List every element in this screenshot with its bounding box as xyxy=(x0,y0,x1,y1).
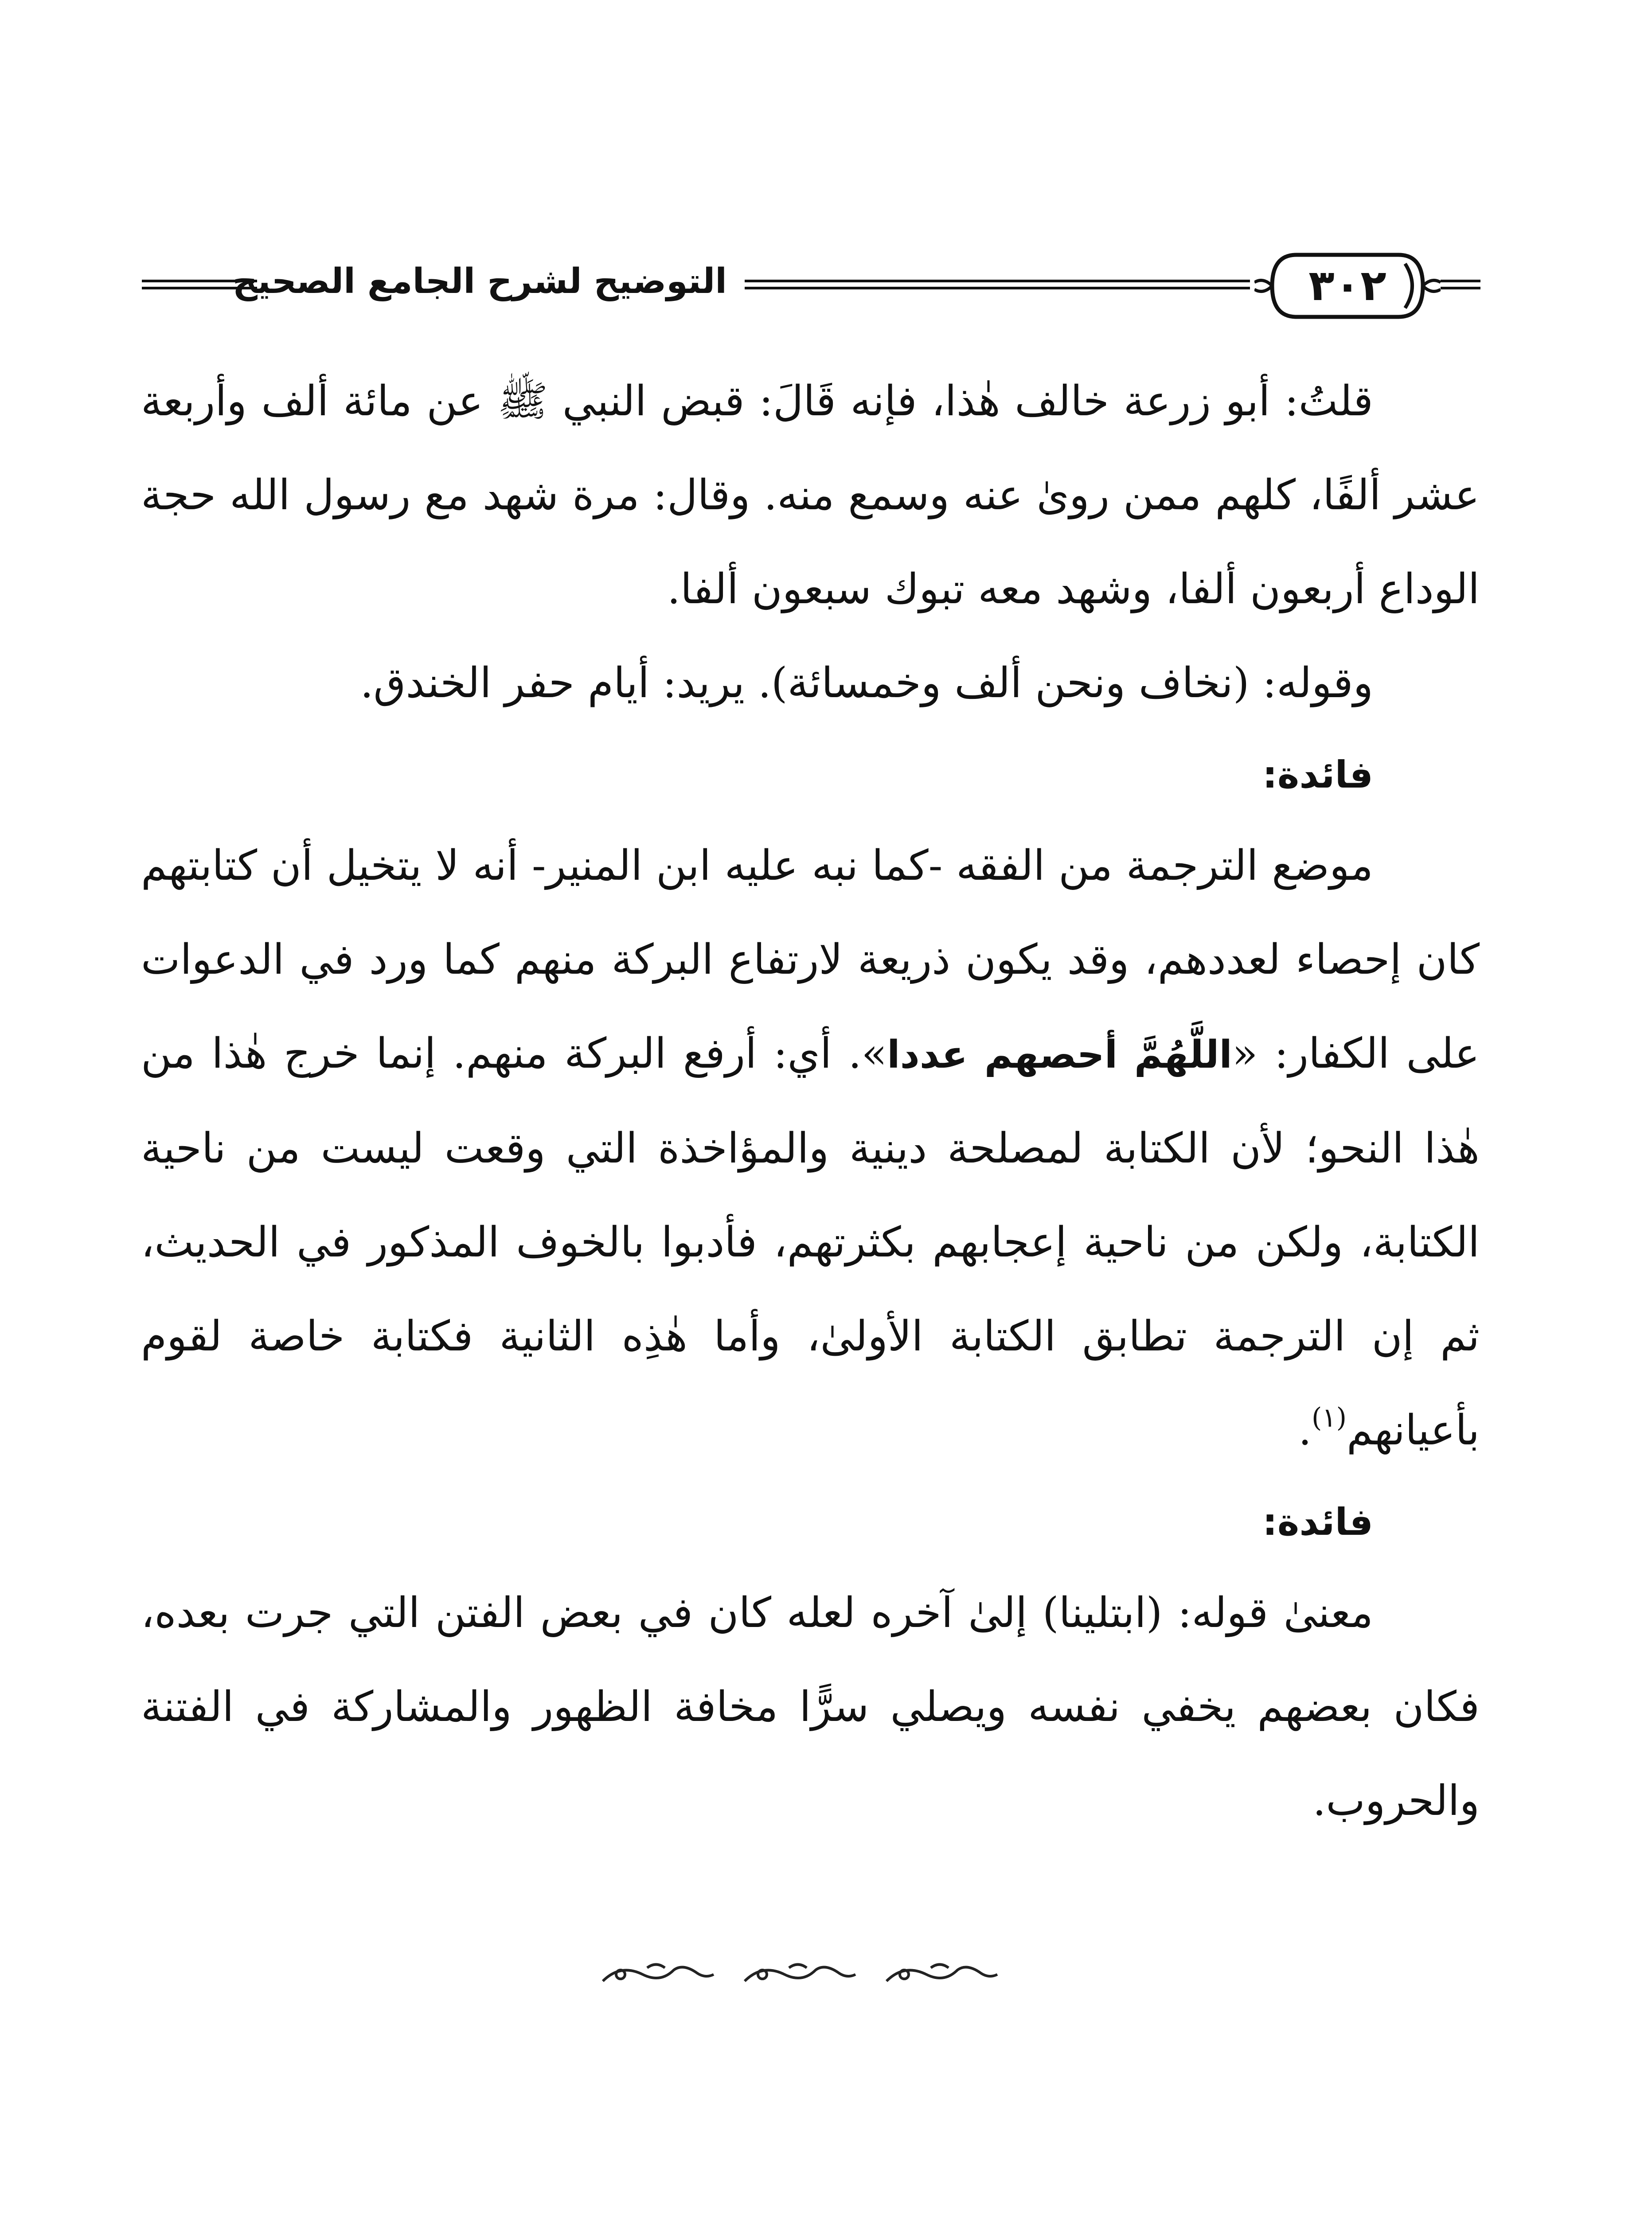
header-rule-middle xyxy=(745,280,1250,289)
paragraph-ibtulina: معنىٰ قوله: (ابتلينا) إلىٰ آخره لعله كان في بعض الفتن التي جرت بعده، فكان بعضهم يخفي نفسه ويصلي سرًّا مخافة الظهور والمشاركة في الفتنة والحروب. xyxy=(141,1589,1480,1825)
section-heading-faida-2: فائدة: xyxy=(1262,1500,1373,1544)
paragraph-end: . xyxy=(1298,1406,1312,1455)
paragraph-tarjama xyxy=(141,819,1480,1478)
header-rule-right xyxy=(1441,280,1480,289)
paragraph-khandaq: وقوله: (نخاف ونحن ألف وخمسائة). يريد: أيام حفر الخندق. xyxy=(360,659,1373,707)
paragraph-line: وأربعة عشر ألفًا، كلهم ممن روىٰ عنه وسمع منه. وقال: مرة شهد مع xyxy=(141,377,1480,519)
paragraph-line: رسول الله حجة الوداع أربعون ألفا، وشهد معه تبوك سبعون ألفا. xyxy=(141,471,1480,613)
paragraph-line: قلتُ: أبو زرعة خالف هٰذا، فإنه قَالَ: قبض النبي ﷺ عن مائة ألف xyxy=(261,377,1373,425)
decorative-flourish-icon xyxy=(594,1955,1015,1994)
section-heading-faida: فائدة: xyxy=(1262,753,1373,796)
running-head-title: التوضيح لشرح الجامع الصحيح xyxy=(232,261,727,301)
hadith-quote: اللَّهُمَّ أحصهم عددا xyxy=(887,1033,1232,1077)
page-number: ٣٠٢ xyxy=(1308,261,1386,310)
page-header xyxy=(142,242,1480,330)
paragraph-text: ». أي: أرفع البركة منهم. إنما خرج هٰذا من هٰذا النحو؛ لأن الكتابة لمصلحة دينية والمؤاخذة التي وقعت ليست من ناحية الكتابة، ولكن من ناحية إعجابهم بكثرتهم، فأدبوا بالخوف المذكور في الحديث، ثم إن الترجمة تطابق الكتابة الأولىٰ، وأما هٰذِه الثانية فكتابة خاصة لقوم بأعيانهم xyxy=(141,1030,1480,1455)
page-body xyxy=(141,355,1480,1848)
paragraph-text: موضع الترجمة من الفقه -كما نبه عليه ابن المنير- أنه لا يتخيل أن كتابتهم كان إحصاء لعددهم، وقد يكون ذريعة لارتفاع البركة منهم كما ورد في الدعوات على الكفار: « xyxy=(141,842,1480,1078)
paragraph-abu-zurah xyxy=(141,355,1480,636)
page-number-badge xyxy=(1254,242,1441,330)
footnote-reference[interactable]: (١) xyxy=(1311,1402,1347,1433)
